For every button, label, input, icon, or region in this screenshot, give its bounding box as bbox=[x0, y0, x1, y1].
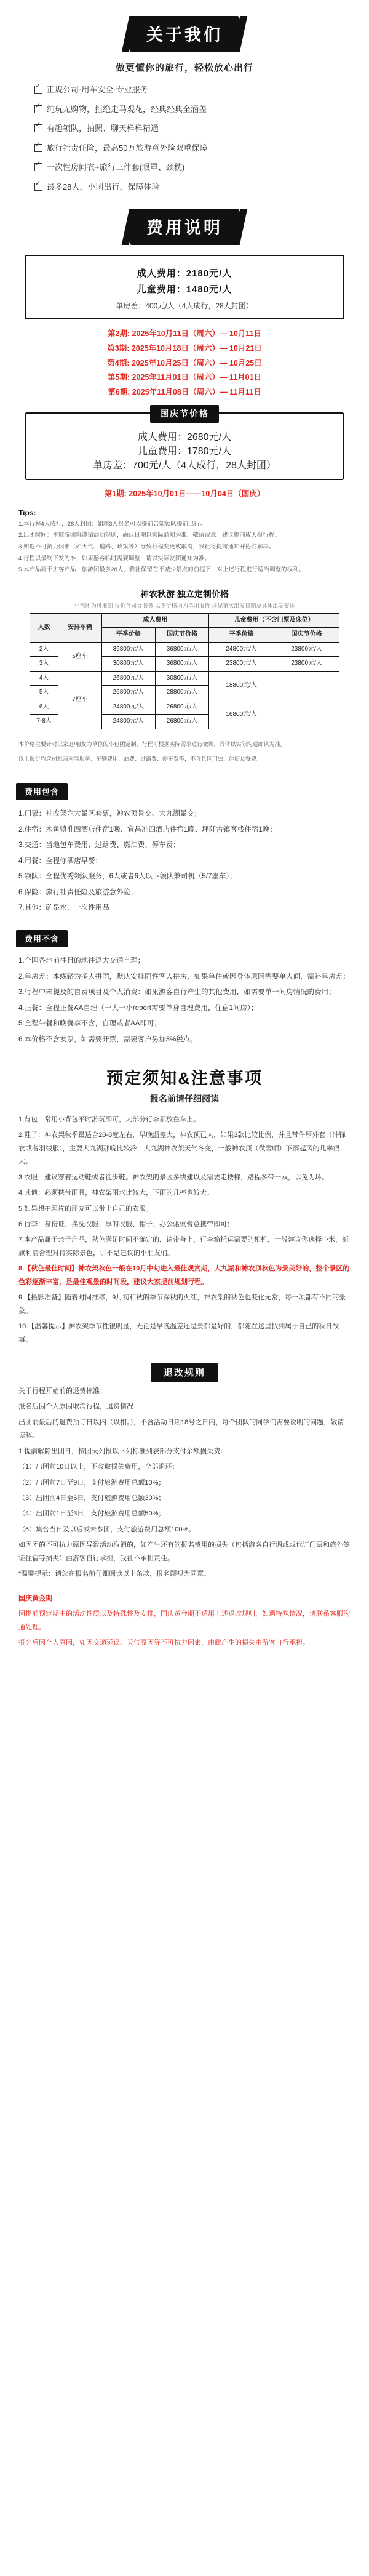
include-item: 1.门票：神农架六大景区套票，神农顶景交、大九湖景交； bbox=[18, 810, 202, 818]
cell-people: 5人 bbox=[30, 686, 58, 700]
refund-spacer bbox=[18, 1584, 351, 1590]
cell-child-holiday: 23800元/人 bbox=[274, 657, 339, 672]
cell-people: 7-8人 bbox=[30, 715, 58, 729]
th-child-holiday: 国庆节价格 bbox=[274, 628, 339, 643]
cell-adult-holiday: 28800元/人 bbox=[155, 686, 208, 700]
cell-adult-holiday: 36800元/人 bbox=[155, 642, 208, 657]
cell-people: 3人 bbox=[30, 657, 58, 672]
list-item bbox=[34, 181, 335, 193]
tips-line: 5.本产品属于拼客产品，旅游团最多28人，我社保留在不减少景点的前提下，对上述行程进行适当调整的权利。 bbox=[18, 566, 304, 574]
child-price: 儿童费用：1480元/人 bbox=[137, 284, 232, 295]
price-table-footnote bbox=[0, 729, 369, 764]
refund-intro: 关于行程开始前的退费标准： bbox=[18, 1387, 106, 1395]
booking-title: 预定须知&注意事项 bbox=[106, 1069, 263, 1088]
list-item bbox=[34, 161, 335, 174]
booking-item: 9.【摄影准备】随着时间推移，9月初和秋的季节深秋的火红，神农架的秋色也变化无常，每一项都有不同的景象。 bbox=[18, 1294, 346, 1315]
single-room-note: 单房差：400元/人（4人成行，28人封团） bbox=[116, 302, 253, 310]
list-item bbox=[34, 142, 335, 154]
check-icon bbox=[34, 144, 42, 152]
refund-line: （4）出团前1日至3日，支付旅游费用总额50%； bbox=[18, 1510, 165, 1518]
booking-item: 1.背包：常用小背包平时游玩即可，大部分行李都放在车上。 bbox=[18, 1115, 200, 1123]
tips-line: 3.如遇不可抗力因素（如天气、道路、政策等）导致行程变更或取消，我社将提前通知并协商解决。 bbox=[18, 544, 275, 550]
exclude-item: 2.单房差：本线路为多人拼团，默认安排同性客人拼房，如果单住或因身体原因需要单人间，需补单房差； bbox=[18, 973, 350, 981]
exclude-item: 1.全国各地前往目的地往返大交通自理； bbox=[18, 957, 145, 965]
cell-child-normal: 23800元/人 bbox=[209, 657, 274, 672]
booking-item: 6.行李：身份证、换洗衣服、厚的衣服、帽子、办公驱蚊膏意携带即可； bbox=[18, 1221, 234, 1229]
cell-child-normal: 24800元/人 bbox=[209, 642, 274, 657]
refund-line: 报名后因个人原因取消行程，退费情况： bbox=[18, 1403, 140, 1411]
holiday-adult-price: 成人费用：2680元/人 bbox=[137, 431, 232, 443]
refund-line: 出团前最后的退费预订日以内（以扣。），不含活动日期18号之日内，每个团队的同学们需要说明的问题，敬请谅解。 bbox=[18, 1418, 344, 1440]
booking-subtitle: 报名前请仔细阅读 bbox=[150, 1093, 219, 1104]
holiday-pill: 国庆节价格 bbox=[150, 405, 219, 423]
about-subtitle: 做更懂你的旅行，轻松放心出行 bbox=[115, 63, 253, 73]
booking-item: 3.衣服：建议穿着运动鞋或者徒步鞋。神农架的景区多线建以及需要走楼梯，路程多带一双，以免为坏。 bbox=[18, 1173, 329, 1181]
adult-price: 成人费用：2180元/人 bbox=[137, 268, 232, 279]
fee-banner bbox=[0, 209, 369, 245]
th-adult-holiday: 国庆节价格 bbox=[155, 628, 208, 643]
include-item: 4.用餐：全程你酒店早餐； bbox=[18, 857, 103, 865]
cell-adult-normal: 26800元/人 bbox=[101, 686, 155, 700]
booking-notes bbox=[0, 1113, 369, 1347]
cell-child-holiday bbox=[274, 671, 339, 700]
refund-warning-line: 报名后因个人原因，如因交通延误、天气原因等不可抗力因素，由此产生的损失由游客自行承担。 bbox=[18, 1639, 309, 1647]
exclude-item: 6.本价格不含发票，如需要开票，需要客户另加3%税点。 bbox=[18, 1035, 197, 1043]
refund-body bbox=[0, 1385, 369, 1650]
date-row: 第6期: 2025年11月08日（周六）— 11月11日 bbox=[108, 388, 261, 396]
holiday-pill-wrap bbox=[32, 405, 337, 423]
price-table-title: 神农秋游 独立定制价格 bbox=[140, 588, 229, 599]
include-item: 5.领队：全程优秀领队服务，6人或者6人以下领队兼司机（5/7座车）； bbox=[18, 873, 237, 881]
cell-adult-holiday: 30800元/人 bbox=[155, 671, 208, 686]
fee-date-list bbox=[17, 327, 352, 400]
th-child-normal: 平季价格 bbox=[209, 628, 274, 643]
footnote-line: 本价格主要针对以家庭/朋友为单位的小包团定制，行程可根据实际需求进行微调，具体以实际沟通确认为准。 bbox=[18, 740, 286, 747]
th-people: 人数 bbox=[30, 613, 58, 642]
cell-child-normal: 18800元/人 bbox=[209, 671, 274, 700]
check-icon bbox=[34, 86, 42, 94]
check-icon bbox=[34, 105, 42, 113]
refund-title: 退改规则 bbox=[151, 1363, 218, 1382]
tips-line: 4.行程以最终下发为准，如果游客临时需要调整，请以实际发团通知为准。 bbox=[18, 555, 210, 562]
cell-people: 4人 bbox=[30, 671, 58, 686]
about-checklist bbox=[0, 84, 369, 193]
list-item-label: 最多28人，小团出行，保障体验 bbox=[47, 182, 160, 191]
exclude-item: 4.正餐：全程正餐AA自理（一大一小report需要单身自理费用，住宿1间房）； bbox=[18, 1004, 258, 1012]
booking-item: 10.【温馨提示】神农架季节性很明显，无论是早晚温差还是景都是好的，都随在这里找到属于自己的秋日故事。 bbox=[18, 1323, 339, 1344]
check-icon bbox=[34, 183, 42, 191]
page-root bbox=[0, 16, 369, 1677]
cell-adult-normal: 24800元/人 bbox=[101, 700, 155, 715]
refund-line: *温馨提示：请您在报名前仔细阅读以上条款，报名即视为同意。 bbox=[18, 1570, 211, 1578]
about-banner bbox=[0, 16, 369, 52]
date-row: 第4期: 2025年10月25日（周六）— 10月25日 bbox=[107, 358, 262, 367]
cell-adult-normal: 26800元/人 bbox=[101, 671, 155, 686]
cell-people: 2人 bbox=[30, 642, 58, 657]
include-section-body bbox=[0, 807, 369, 915]
footnote-line: 以上报价均含司机兼向导服务、车辆费用、油费、过路费、停车费等，不含景区门票、住宿及餐费。 bbox=[18, 756, 263, 763]
fee-title: 费用说明 bbox=[130, 209, 239, 245]
holiday-price-card bbox=[25, 408, 344, 480]
th-adult-group: 成人费用 bbox=[101, 613, 208, 628]
booking-item-highlight: 8.【秋色最佳时间】神农架秋色一般在10月中旬进入最佳观赏期，大九湖和神农顶秋色为景美好的，整个景区的色彩逐渐丰富，是最佳观景的时间段，建议大家提前规划行程。 bbox=[18, 1265, 350, 1286]
th-adult-normal: 平季价格 bbox=[101, 628, 155, 643]
include-item: 7.其他：矿泉水、一次性用品 bbox=[18, 904, 109, 912]
booking-item: 4.其他：必须携带雨具，神农架雨水比较大，下雨的几率也较大。 bbox=[18, 1189, 214, 1197]
table-row bbox=[30, 642, 339, 657]
refund-line: （2）出团前7日至9日，支付旅游费用总额10%； bbox=[18, 1479, 165, 1487]
cell-adult-normal: 24800元/人 bbox=[101, 715, 155, 729]
date-row: 第2期: 2025年10月11日（周六）— 10月11日 bbox=[107, 329, 262, 338]
include-item: 3.交通：当地包车费用、过路费、燃油费、停车费； bbox=[18, 841, 180, 849]
tips-body bbox=[0, 520, 369, 576]
cell-adult-normal: 30800元/人 bbox=[101, 657, 155, 672]
include-item: 6.保险：旅行社责任险及旅游意外险； bbox=[18, 888, 138, 896]
th-car: 安排车辆 bbox=[58, 613, 102, 642]
fee-price-card bbox=[25, 255, 344, 319]
list-item-label: 纯玩无购物，拒绝走马观花，经典经典全涵盖 bbox=[47, 104, 207, 114]
cell-car: 7座车 bbox=[58, 671, 102, 729]
tips-heading: Tips: bbox=[18, 508, 36, 517]
cell-child-normal: 16800元/人 bbox=[209, 700, 274, 729]
refund-line: （3）出团前4日至6日，支付旅游费用总额30%； bbox=[18, 1495, 165, 1503]
exclude-item: 5.全程午餐和晚餐享不含，自理或者AA即可； bbox=[18, 1020, 161, 1028]
price-table-subtitle: 小包团为可准则 报价含司导服务 以下价格均为单团报价 详见第次出发日期及具体出发安排 bbox=[74, 602, 295, 609]
list-item-label: 一次性房间衣+旅行三件套(眼罩、颈枕) bbox=[47, 163, 185, 172]
refund-line: 1.提前解除出团日，按团天列报以下列标准列表部分支付余额损失费： bbox=[18, 1447, 228, 1455]
check-icon bbox=[34, 163, 42, 171]
list-item bbox=[34, 122, 335, 135]
cell-people: 6人 bbox=[30, 700, 58, 715]
list-item-label: 旅行社责任险，最高50万旅游意外险双重保障 bbox=[47, 143, 208, 153]
refund-line: 如因团的不可抗力原因导致活动取消的，如产生还有的报名费用的损失（包括游客自行调或或代订门票和旅外签证住宿等损失）由游客自行承担，我社不承担责任。 bbox=[18, 1541, 350, 1562]
holiday-date: 第1期: 2025年10月01日——10月04日（国庆） bbox=[104, 489, 265, 498]
tips-line: 1.本行程4人成行，28人封团；如超3人报名可以提前告知领队提前出行。 bbox=[18, 520, 206, 528]
date-row: 第5期: 2025年11月01日（周六）— 11月01日 bbox=[107, 373, 262, 382]
booking-item: 7.本产品属于亲子产品，秋色满足时间不确定的，请带备上，行李箱托运需要的相机，一般建议你选择小米，新旗利清合理对待实际景色，讲不是建议的小朋友们。 bbox=[18, 1236, 349, 1257]
refund-warning-title: 国庆黄金期： bbox=[18, 1594, 59, 1602]
include-section-title: 费用包含 bbox=[16, 783, 68, 800]
table-row bbox=[30, 671, 339, 686]
exclude-section-body bbox=[0, 954, 369, 1046]
cell-car: 5座车 bbox=[58, 642, 102, 671]
about-title: 关于我们 bbox=[130, 16, 239, 52]
list-item bbox=[34, 103, 335, 116]
cell-child-holiday: 23800元/人 bbox=[274, 642, 339, 657]
refund-line: （1）出团前10日以上，不收取损失费用，全部退还； bbox=[18, 1463, 179, 1471]
refund-title-wrap bbox=[0, 1363, 369, 1382]
refund-line: （5）集合当日及以后或未参团，支付旅游费用总额100%。 bbox=[18, 1525, 196, 1533]
booking-item: 2.鞋子：神农架秋季最适合20-8度左右，早晚温差大，神农顶已人，如果3款比较比例，并且带件厚外套（冲锋衣或者羽绒服），主要大九湖那晚比较冷，大九湖神农架天气冬变，一般神农顶（微雪晒）下雨起风的几率很大。 bbox=[18, 1131, 346, 1166]
cell-adult-normal: 39800元/人 bbox=[101, 642, 155, 657]
holiday-child-price: 儿童费用：1780元/人 bbox=[137, 446, 232, 457]
exclude-section-title: 费用不含 bbox=[16, 930, 68, 947]
booking-item: 5.如果想拍照片的朋友可以带上自己的衣服。 bbox=[18, 1205, 153, 1213]
include-item: 2.住宿：木鱼镇准四酒店住宿1晚、宜昌准四酒店住宿1晚、坪阡古镇客栈住宿1晚； bbox=[18, 825, 277, 833]
tips-line: 2.出团时间：本旅游团将遵循活动规则，确认日期以实际通知为准，敬请留意。建议提前成人报行程。 bbox=[18, 532, 280, 539]
refund-warning-line: 因提前预定期中的活动性质以及特殊性及安排，国庆黄金期不适用上述退改规则，如遇特殊情况，请联系客服沟通处理。 bbox=[18, 1610, 350, 1631]
th-child-group: 儿童费用（不含门票及床位） bbox=[209, 613, 339, 628]
list-item-label: 正规公司·用车安全·专业服务 bbox=[47, 85, 148, 94]
cell-adult-holiday: 26800元/人 bbox=[155, 700, 208, 715]
check-icon bbox=[34, 124, 42, 132]
list-item-label: 有趣领队，拍照、聊天样样精通 bbox=[47, 124, 159, 133]
list-item bbox=[34, 84, 335, 96]
cell-child-holiday bbox=[274, 700, 339, 729]
exclude-item: 3.行程中未提及的自费项目及个人消费：如果游客自行产生的其他费用，如需要单一间房情况的费用； bbox=[18, 989, 336, 997]
holiday-single-room-note: 单房差：700元/人（4人成行，28人封团） bbox=[93, 460, 276, 471]
cell-adult-holiday: 36800元/人 bbox=[155, 657, 208, 672]
cell-adult-holiday: 26800元/人 bbox=[155, 715, 208, 729]
date-row: 第3期: 2025年10月18日（周六）— 10月21日 bbox=[107, 343, 262, 353]
price-table bbox=[30, 613, 339, 729]
